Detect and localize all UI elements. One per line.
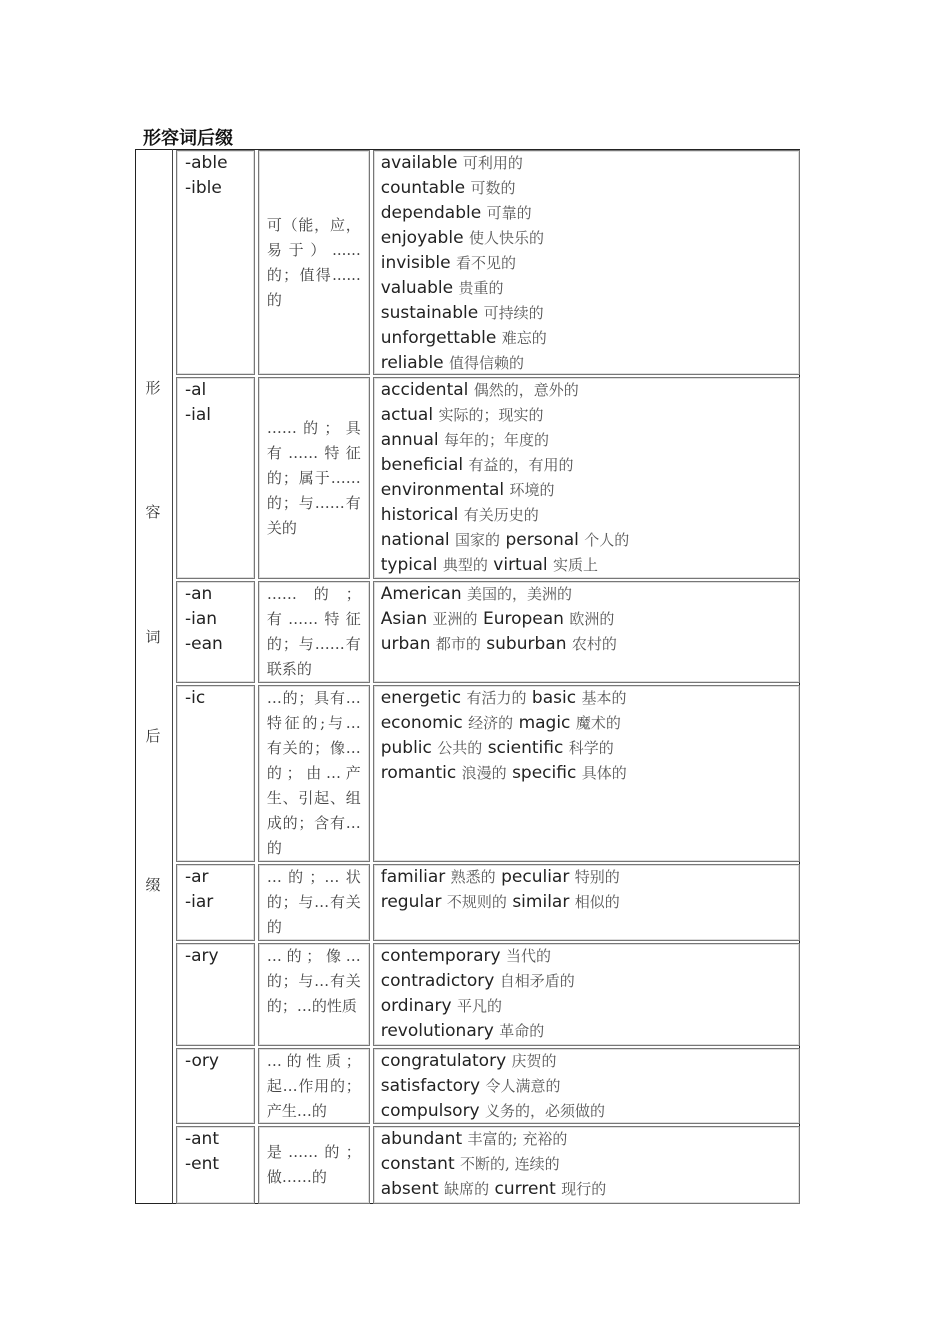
suffix-text: -ary xyxy=(185,946,219,966)
example-translation: 美国的，美洲的 xyxy=(467,585,573,603)
example-line xyxy=(381,890,799,915)
example-translation: 农村的 xyxy=(571,635,617,653)
example-word: environmental xyxy=(380,480,505,500)
suffix-text: -ar xyxy=(185,867,209,887)
example-translation: 有关历史的 xyxy=(463,506,539,524)
example-word: typical xyxy=(380,555,438,575)
example-translation: 亚洲的 xyxy=(432,610,478,628)
example-word: annual xyxy=(380,430,439,450)
example-word: specific xyxy=(512,763,577,783)
examples-cell xyxy=(373,1048,800,1124)
suffix-text: -ible xyxy=(185,178,222,198)
meaning-text: ……的；具有……特征的；属于……的；与……有关的 xyxy=(266,418,361,537)
example-word: beneficial xyxy=(380,455,464,475)
side-label-char: 后 xyxy=(145,727,161,745)
suffix-cell xyxy=(176,581,255,683)
example-word: energetic xyxy=(380,688,462,708)
example-line xyxy=(381,1127,799,1152)
example-translation: 欧洲的 xyxy=(569,610,615,628)
suffix-text: -ean xyxy=(185,634,223,654)
example-word: peculiar xyxy=(501,867,570,887)
table-row xyxy=(176,1048,800,1124)
example-word: similar xyxy=(512,892,570,912)
example-translation: 可持续的 xyxy=(483,304,544,322)
example-word: public xyxy=(380,738,432,758)
example-translation: 国家的 xyxy=(455,531,501,549)
example-translation: 平凡的 xyxy=(456,997,502,1015)
example-word: constant xyxy=(380,1154,455,1174)
example-word: European xyxy=(482,609,564,629)
table-row xyxy=(176,943,800,1046)
example-word: invisible xyxy=(380,253,451,273)
meaning-cell xyxy=(258,150,370,375)
example-translation: 魔术的 xyxy=(575,714,621,732)
example-word: compulsory xyxy=(380,1101,480,1121)
example-translation: 有益的，有用的 xyxy=(468,456,574,474)
meaning-cell xyxy=(258,1048,370,1124)
example-line xyxy=(381,553,799,578)
table-row xyxy=(176,685,800,862)
example-translation: 可利用的 xyxy=(462,154,523,172)
example-word: economic xyxy=(380,713,463,733)
table-row xyxy=(176,150,800,375)
example-translation: 革命的 xyxy=(499,1022,545,1040)
example-translation: 都市的 xyxy=(435,635,481,653)
example-line xyxy=(381,276,799,301)
example-word: actual xyxy=(380,405,434,425)
example-word: reliable xyxy=(380,353,444,373)
example-word: Asian xyxy=(380,609,428,629)
example-word: familiar xyxy=(380,867,446,887)
example-word: romantic xyxy=(380,763,457,783)
example-line xyxy=(381,1099,799,1124)
example-word: urban xyxy=(380,634,431,654)
suffix-cell xyxy=(176,864,255,941)
examples-cell xyxy=(373,943,800,1046)
example-line xyxy=(381,378,799,403)
suffix-text: -ory xyxy=(185,1051,219,1071)
example-word: absent xyxy=(380,1179,439,1199)
suffix-cell xyxy=(176,1048,255,1124)
example-line xyxy=(381,607,799,632)
example-line xyxy=(381,403,799,428)
example-line xyxy=(381,632,799,657)
example-word: personal xyxy=(505,530,579,550)
example-translation: 基本的 xyxy=(581,689,627,707)
example-translation: 环境的 xyxy=(509,481,555,499)
table-row xyxy=(176,1126,800,1204)
example-word: scientific xyxy=(487,738,564,758)
example-translation: 不规则的 xyxy=(446,893,507,911)
examples-cell xyxy=(373,377,800,579)
side-label-char: 容 xyxy=(145,503,161,521)
example-translation: 看不见的 xyxy=(455,254,516,272)
suffix-cell xyxy=(176,943,255,1046)
example-line xyxy=(381,736,799,761)
example-line xyxy=(381,969,799,994)
example-word: revolutionary xyxy=(380,1021,494,1041)
meaning-cell xyxy=(258,864,370,941)
example-word: satisfactory xyxy=(380,1076,481,1096)
example-line xyxy=(381,528,799,553)
suffix-text: -ian xyxy=(185,609,218,629)
example-line xyxy=(381,761,799,786)
examples-cell xyxy=(373,581,800,683)
example-translation: 令人满意的 xyxy=(485,1077,561,1095)
example-line xyxy=(381,326,799,351)
side-label-column xyxy=(135,149,173,1204)
example-word: accidental xyxy=(380,380,469,400)
example-line xyxy=(381,686,799,711)
meaning-text: 可（能，应，易于）......的；值得......的 xyxy=(266,215,361,309)
example-translation: 现行的 xyxy=(561,1180,607,1198)
table-row xyxy=(176,581,800,683)
example-word: abundant xyxy=(380,1129,463,1149)
example-translation: 当代的 xyxy=(505,947,551,965)
example-word: virtual xyxy=(493,555,548,575)
example-line xyxy=(381,711,799,736)
meaning-text: ……的；有……特征的；与……有联系的 xyxy=(266,585,361,678)
suffix-text: -ent xyxy=(185,1154,220,1174)
example-line xyxy=(381,201,799,226)
example-word: current xyxy=(494,1179,556,1199)
example-translation: 庆贺的 xyxy=(511,1052,557,1070)
examples-cell xyxy=(373,150,800,375)
example-line xyxy=(381,226,799,251)
example-translation: 实际的；现实的 xyxy=(438,406,544,424)
examples-cell xyxy=(373,1126,800,1204)
meaning-cell xyxy=(258,1126,370,1204)
example-line xyxy=(381,478,799,503)
example-word: enjoyable xyxy=(380,228,464,248)
meaning-cell xyxy=(258,581,370,683)
example-line xyxy=(381,1049,799,1074)
example-word: sustainable xyxy=(380,303,479,323)
example-line xyxy=(381,1177,799,1202)
table-row xyxy=(176,864,800,941)
example-word: valuable xyxy=(380,278,454,298)
example-word: regular xyxy=(380,892,442,912)
example-translation: 具体的 xyxy=(581,764,627,782)
example-line xyxy=(381,944,799,969)
examples-cell xyxy=(373,864,800,941)
example-translation: 自相矛盾的 xyxy=(499,972,575,990)
example-translation: 使人快乐的 xyxy=(468,229,544,247)
example-translation: 可靠的 xyxy=(486,204,532,222)
example-translation: 浪漫的 xyxy=(461,764,507,782)
example-translation: 值得信赖的 xyxy=(449,354,525,372)
example-translation: 贵重的 xyxy=(458,279,504,297)
suffix-text: -al xyxy=(185,380,207,400)
meaning-text: …的性质；起…作用的；产生…的 xyxy=(266,1052,361,1120)
example-word: basic xyxy=(531,688,577,708)
example-translation: 每年的；年度的 xyxy=(444,431,550,449)
example-line xyxy=(381,1074,799,1099)
meaning-text: 是……的；做……的 xyxy=(266,1143,361,1186)
example-translation: 有活力的 xyxy=(466,689,527,707)
suffix-text: -an xyxy=(185,584,213,604)
example-word: American xyxy=(380,584,462,604)
example-line xyxy=(381,1019,799,1044)
example-line xyxy=(381,503,799,528)
suffix-text: -ant xyxy=(185,1129,219,1149)
example-translation: 缺席的 xyxy=(444,1180,490,1198)
example-word: available xyxy=(380,153,458,173)
example-line xyxy=(381,351,799,376)
example-translation: 典型的 xyxy=(442,556,488,574)
example-translation: 难忘的 xyxy=(501,329,547,347)
example-word: suburban xyxy=(486,634,567,654)
meaning-text: …的；像…的；与…有关的；…的性质 xyxy=(266,947,361,1015)
example-word: countable xyxy=(380,178,466,198)
example-line xyxy=(381,151,799,176)
example-line xyxy=(381,1152,799,1177)
example-translation: 偶然的，意外的 xyxy=(473,381,579,399)
side-label-char: 词 xyxy=(145,628,161,646)
suffix-text: -ial xyxy=(185,405,211,425)
meaning-cell xyxy=(258,377,370,579)
meaning-text: …的；具有…特征的;与…有关的；像…的；由…产生、引起、组成的；含有…的 xyxy=(266,689,361,857)
example-translation: 相似的 xyxy=(574,893,620,911)
examples-cell xyxy=(373,685,800,862)
example-line xyxy=(381,994,799,1019)
example-translation: 公共的 xyxy=(437,739,483,757)
example-word: contradictory xyxy=(380,971,495,991)
example-translation: 熟悉的 xyxy=(450,868,496,886)
suffix-text: -iar xyxy=(185,892,214,912)
example-word: historical xyxy=(380,505,459,525)
suffix-cell xyxy=(176,150,255,375)
example-line xyxy=(381,428,799,453)
example-word: dependable xyxy=(380,203,482,223)
suffix-cell xyxy=(176,377,255,579)
example-word: contemporary xyxy=(380,946,501,966)
side-label-char: 缀 xyxy=(145,876,161,894)
example-translation: 经济的 xyxy=(468,714,514,732)
example-line xyxy=(381,251,799,276)
example-translation: 义务的，必须做的 xyxy=(485,1102,606,1120)
example-translation: 不断的, 连续的 xyxy=(460,1155,560,1173)
suffix-text: -able xyxy=(185,153,228,173)
meaning-cell xyxy=(258,943,370,1046)
suffix-text: -ic xyxy=(185,688,206,708)
example-line xyxy=(381,453,799,478)
table-row xyxy=(176,377,800,579)
example-word: national xyxy=(380,530,450,550)
example-translation: 科学的 xyxy=(568,739,614,757)
example-translation: 特别的 xyxy=(574,868,620,886)
meaning-cell xyxy=(258,685,370,862)
example-word: unforgettable xyxy=(380,328,497,348)
example-translation: 实质上 xyxy=(553,556,599,574)
suffix-cell xyxy=(176,685,255,862)
suffix-cell xyxy=(176,1126,255,1204)
example-line xyxy=(381,865,799,890)
example-line xyxy=(381,176,799,201)
example-translation: 可数的 xyxy=(470,179,516,197)
example-line xyxy=(381,301,799,326)
example-line xyxy=(381,582,799,607)
side-label-char: 形 xyxy=(145,379,161,397)
example-word: congratulatory xyxy=(380,1051,507,1071)
example-translation: 个人的 xyxy=(584,531,630,549)
document-title: 形容词后缀 xyxy=(143,128,233,149)
example-word: magic xyxy=(518,713,571,733)
example-translation: 丰富的; 充裕的 xyxy=(467,1130,568,1148)
meaning-text: …的；…状的；与…有关的 xyxy=(266,868,361,936)
example-word: ordinary xyxy=(380,996,452,1016)
